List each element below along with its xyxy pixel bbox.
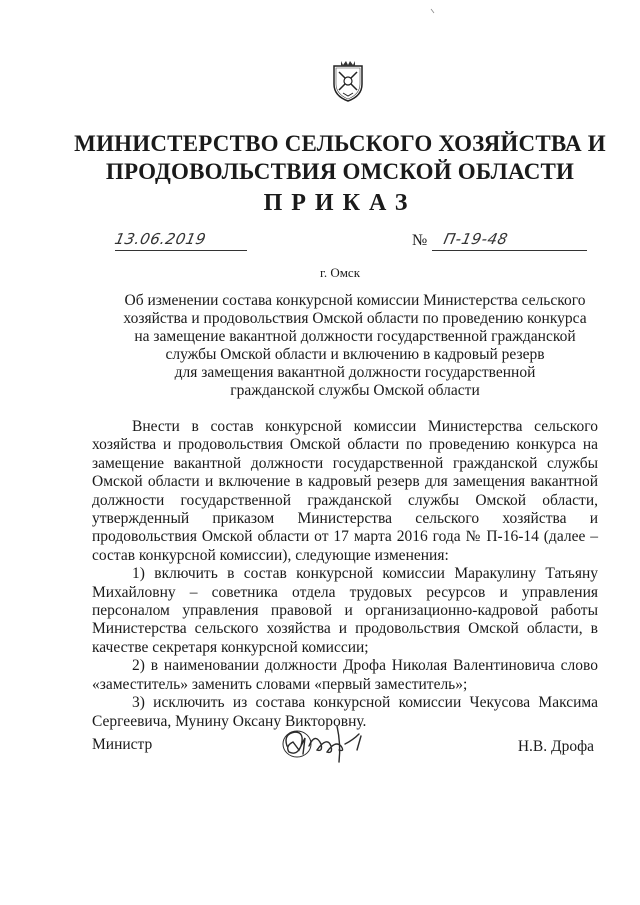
subject-line: хозяйства и продовольствия Омской области по проведению конкурса [123,310,587,327]
body-paragraph-item-1: 1) включить в состав конкурсной комиссии Маракулину Татьяну Михайловну – советника отдела трудовых ресурсов и управления персоналом управления правовой и организационно-кадровой работы Министерства сельского хозяйства и продовольствия Омской области, в качестве секретаря конкурсной комиссии; [92,565,598,656]
order-number: П-19-48 [442,230,510,248]
number-sign: № [412,232,428,249]
signatory-position: Министр [92,736,153,753]
order-date-field [115,232,247,251]
ministry-name-line2: ПРОДОВОЛЬСТВИЯ ОМСКОЙ ОБЛАСТИ [105,159,575,184]
order-date: 13.06.2019 [113,230,208,248]
body-paragraph-item-2: 2) в наименовании должности Дрофа Николая Валентиновича слово «заместитель» заменить словами «первый заместитель»; [92,657,598,693]
order-subject [90,292,620,400]
body-paragraph-item-3: 3) исключить из состава конкурсной комиссии Чекусова Максима Сергеевича, Мунину Оксану Викторовну. [92,694,598,730]
document-type-title: ПРИКАЗ [263,190,417,216]
order-body [92,418,598,731]
scan-speck [430,8,436,14]
subject-line: службы Омской области и включению в кадровый резерв [165,346,545,363]
ministry-name-line1: МИНИСТЕРСТВО СЕЛЬСКОГО ХОЗЯЙСТВА И [74,131,606,156]
subject-line: гражданской службы Омской области [230,382,480,399]
order-number-field [432,232,587,251]
subject-line: Об изменении состава конкурсной комиссии Министерства сельского [124,292,586,309]
subject-line: на замещение вакантной должности государственной гражданской [134,328,576,345]
city-label: г. Омск [319,265,361,280]
handwritten-signature-icon [275,716,375,770]
body-paragraph-intro: Внести в состав конкурсной комиссии Министерства сельского хозяйства и продовольствия Омской области по проведению конкурса на замещение вакантной должности государственной гражданской службы Омской области и включение в кадровый резерв для замещения вакантной должности государственной гражданской службы Омской области, утвержденный приказом Министерства сельского хозяйства и продовольствия Омской области от 17 марта 2016 года № П-16-14 (далее – состав конкурсной комиссии), следующие изменения: [92,418,598,564]
omsk-coat-of-arms-icon [331,60,365,102]
subject-line: для замещения вакантной должности государственной [174,364,536,381]
signatory-name: Н.В. Дрофа [517,738,594,755]
